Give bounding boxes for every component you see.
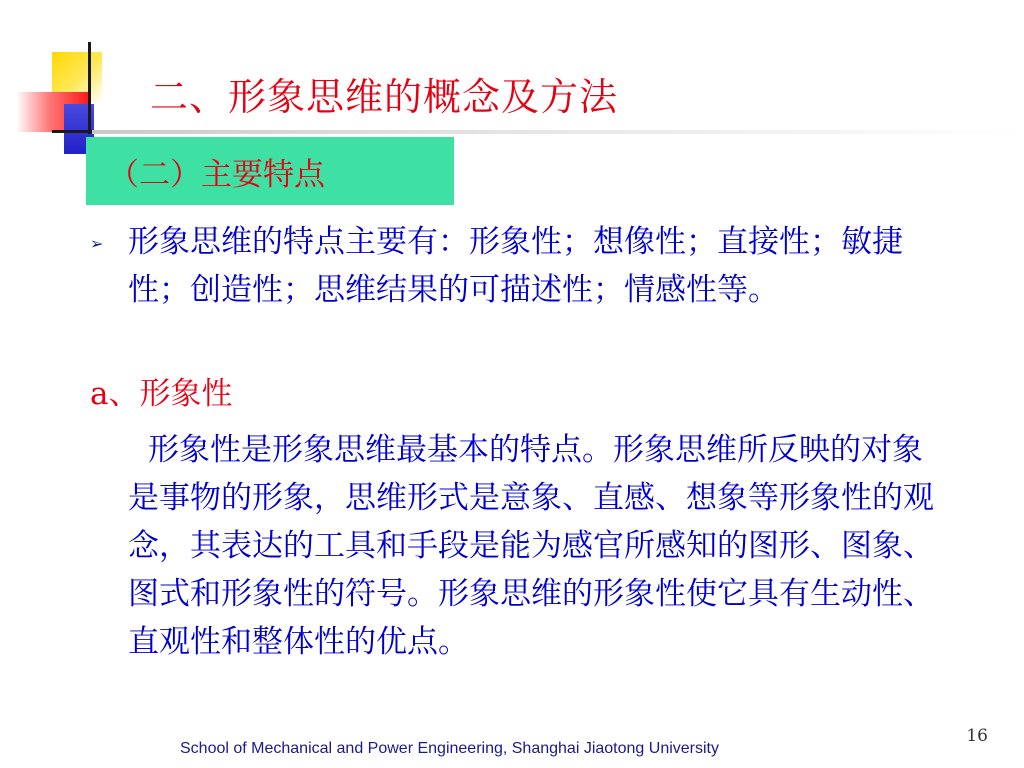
footer-text: School of Mechanical and Power Engineering, Shanghai Jiaotong University xyxy=(180,740,719,757)
section-heading: （二）主要特点 xyxy=(108,156,325,193)
bullet-point-text: 形象思维的特点主要有：形象性；想像性；直接性；敏捷性；创造性；思维结果的可描述性；情感性等。 xyxy=(128,224,903,308)
page-number: 16 xyxy=(966,726,988,746)
body-paragraph: 形象性是形象思维最基本的特点。形象思维所反映的对象是事物的形象，思维形式是意象、直感、想象等形象性的观念，其表达的工具和手段是能为感官所感知的图形、图象、图式和形象性的符号。形象思维的形象性使它具有生动性、直观性和整体性的优点。 xyxy=(128,432,934,660)
decorative-vertical-line xyxy=(88,42,91,134)
title-underline-rule xyxy=(92,130,1024,134)
slide-title: 二、形象思维的概念及方法 xyxy=(150,75,619,119)
subheading: a、形象性 xyxy=(90,376,233,412)
section-heading-box xyxy=(86,137,454,205)
bullet-arrow-icon: ➢ xyxy=(90,234,104,253)
